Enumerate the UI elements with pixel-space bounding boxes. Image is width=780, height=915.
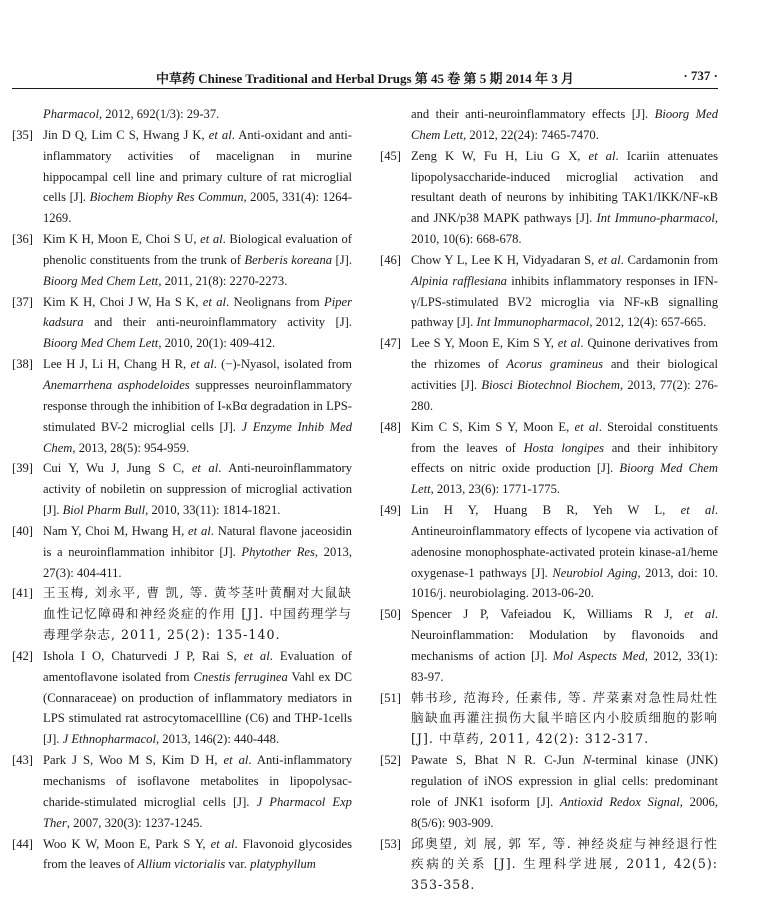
reference-number: [50]	[380, 607, 401, 622]
text-run: and their inhibitory effects on nitric oxide production [J].	[411, 440, 718, 476]
reference-number: [44]	[12, 836, 33, 851]
text-run: . Natural flavone jaceosidin is a neuroinflammation inhibitor [J].	[43, 523, 352, 559]
reference-text	[411, 750, 718, 833]
text-run: 韩书珍, 范海玲, 任素伟, 等. 芹菜素对急性局灶性脑缺血再灌注损伤大鼠半暗区内小胶质细胞的影响 [J]. 中草药, 2011, 42(2): 312-317.	[411, 689, 718, 747]
text-run: inhibits inflammatory responses in IFN-γ/LPS-stimulated BV2 microglia via NF-κB signalling pathway [J].	[411, 273, 718, 330]
reference-entry	[12, 521, 352, 584]
italic-text: et al	[588, 148, 616, 163]
reference-text	[43, 292, 352, 355]
italic-text: et al	[210, 836, 235, 851]
reference-text	[411, 250, 718, 333]
italic-text: Allium victorialis	[137, 857, 226, 872]
text-run: . Neuroinflammation: Modulation by flavonoids and mechanisms of action [J].	[411, 607, 718, 663]
reference-text	[43, 521, 352, 584]
reference-text	[43, 354, 352, 458]
reference-number: [41]	[12, 586, 33, 601]
italic-text: Cnestis ferruginea	[193, 669, 288, 684]
text-run: , 2010, 33(11): 1814-1821.	[145, 503, 281, 518]
reference-number: [42]	[12, 648, 33, 663]
italic-text: Bioorg Med Chem Lett	[411, 461, 718, 497]
text-run: var.	[225, 857, 251, 872]
reference-text	[43, 458, 352, 521]
reference-text	[43, 125, 352, 229]
text-run: . Evaluation of amentoflavone isolated from	[43, 648, 352, 684]
italic-text: Alpinia rafflesiana	[411, 273, 507, 288]
italic-text: et al	[574, 419, 599, 434]
text-run: . Flavonoid glycosides from the leaves of	[43, 836, 352, 872]
reference-number: [40]	[12, 523, 33, 538]
text-run: suppresses neuroinflammatory response through the inhibition of I-κBα degradation in LPS-stimulated BV-2 microglial cells [J].	[43, 377, 353, 434]
reference-entry	[12, 750, 352, 833]
reference-entry	[12, 583, 352, 646]
reference-number: [49]	[380, 503, 401, 518]
italic-text: J Ethnopharmacol	[62, 732, 156, 747]
running-header	[12, 68, 718, 86]
text-run: Kim K H, Choi J W, Ha S K,	[43, 294, 203, 309]
text-run: Kim K H, Moon E, Choi S U,	[43, 232, 201, 247]
text-run: , 2012, 12(4): 657-665.	[589, 315, 707, 330]
italic-text: Hosta longipes	[523, 440, 605, 455]
text-run: , 2007, 320(3): 1237-1245.	[66, 815, 203, 830]
reference-number: [47]	[380, 336, 401, 351]
reference-number: [53]	[380, 836, 401, 851]
italic-text: et al	[202, 294, 226, 309]
italic-text: Neurobiol Aging	[552, 565, 638, 580]
text-run: , 2013, 28(5): 954-959.	[72, 440, 190, 455]
reference-text	[43, 646, 352, 750]
reference-entry	[380, 688, 718, 751]
reference-text	[411, 688, 718, 751]
italic-text: N	[582, 753, 592, 768]
header-rule	[12, 88, 718, 89]
text-run: Nam Y, Choi M, Hwang H,	[43, 523, 189, 538]
text-run: , 2013, 77(2): 276-280.	[411, 377, 718, 413]
text-run: . Anti-oxidant and anti-inflammatory activities of macelignan in murine hippocampal cell line and primary culture of rat microglial cells [J].	[43, 127, 352, 205]
text-run: 王玉梅, 刘永平, 曹 凯, 等. 黄芩茎叶黄酮对大鼠缺血性记忆障碍和神经炎症的作用 [J]. 中国药理学与毒理学杂志, 2011, 25(2): 135-140.	[43, 585, 352, 643]
text-run: , 2012, 22(24): 7465-7470.	[463, 127, 599, 142]
reference-text	[411, 604, 718, 687]
text-run: Chow Y L, Lee K H, Vidyadaran S,	[411, 252, 599, 267]
text-run: , 2010, 10(6): 668-678.	[411, 211, 718, 247]
italic-text: et al	[190, 357, 214, 372]
italic-text: Berberis koreana	[244, 252, 333, 267]
italic-text: Biol Pharm Bull	[62, 503, 146, 518]
text-run: , 2011, 21(8): 2270-2273.	[158, 273, 288, 288]
right-column	[380, 104, 718, 896]
text-run: -terminal kinase (JNK) regulation of iNOS expression in glial cells: predominant role of JNK1 isoform [J].	[411, 753, 718, 809]
text-run: Ishola I O, Chaturvedi J P, Rai S,	[43, 648, 244, 663]
italic-text: Piper kadsura	[43, 294, 352, 330]
reference-entry	[380, 250, 718, 333]
text-run: Lee S Y, Moon E, Kim S Y,	[411, 336, 558, 351]
italic-text: Bioorg Med Chem Lett	[43, 336, 159, 351]
reference-number: [39]	[12, 461, 33, 476]
text-run: . Quinone derivatives from the rhizomes of	[411, 336, 718, 372]
text-run: . Neolignans from	[226, 294, 325, 309]
reference-entry	[380, 333, 718, 416]
italic-text: Bioorg Med Chem Lett	[43, 273, 159, 288]
text-run: . Anti-neuroinflammatory activity of nobiletin on suppression of microglial activation [J].	[43, 461, 352, 518]
italic-text: Int Immunopharmacol	[476, 315, 590, 330]
reference-text	[411, 500, 718, 604]
reference-number: [36]	[12, 232, 33, 247]
text-run: . Antineuroinflammatory effects of lycopene via activation of adenosine monophosphate-activated protein kinase-a1/heme oxygenase-1 pathways [J].	[411, 503, 718, 580]
reference-entry	[12, 125, 352, 229]
text-run: , 2013, 146(2): 440-448.	[155, 732, 280, 747]
italic-text: Phytother Res	[241, 544, 315, 559]
italic-text: J Pharmacol Exp Ther	[43, 794, 352, 830]
text-run: . Steroidal constituents from the leaves of	[411, 419, 718, 455]
text-run: , 2013, 27(3): 404-411.	[43, 544, 352, 580]
reference-text	[411, 146, 718, 250]
text-run: , 2006, 8(5/6): 903-909.	[411, 794, 718, 830]
reference-entry	[380, 104, 718, 146]
italic-text: J Enzyme Inhib Med Chem	[43, 419, 352, 455]
reference-entry	[380, 750, 718, 833]
text-run: Vahl ex DC (Connaraceae) on production of inflammatory mediators in LPS stimulated rat astrocytomacellline (C6) and THP-1cells [J].	[43, 669, 353, 747]
reference-entry	[380, 146, 718, 250]
reference-number: [51]	[380, 690, 401, 705]
text-run: , 2013, doi: 10. 1016/j. neurobiolaging. 2013-06-20.	[411, 565, 718, 601]
text-run: , 2012, 692(1/3): 29-37.	[98, 107, 220, 121]
reference-number: [35]	[12, 127, 33, 142]
reference-number: [37]	[12, 294, 33, 309]
text-run: . (−)-Nyasol, isolated from	[213, 357, 352, 372]
italic-text: Int Immuno-pharmacol	[596, 211, 715, 226]
italic-text: et al	[680, 503, 715, 518]
reference-number: [45]	[380, 148, 401, 163]
reference-number: [43]	[12, 753, 33, 768]
reference-entry	[12, 229, 352, 292]
italic-text: et al	[223, 753, 249, 768]
italic-text: Pharmacol	[43, 107, 99, 121]
text-run: Kim C S, Kim S Y, Moon E,	[411, 419, 575, 434]
text-run: and their anti-neuroinflammatory activity [J].	[83, 315, 352, 330]
text-run: Woo K W, Moon E, Park S Y,	[43, 836, 211, 851]
text-run: . Biological evaluation of phenolic constituents from the trunk of	[43, 232, 352, 267]
reference-entry	[380, 417, 718, 500]
reference-text	[43, 229, 352, 292]
italic-text: et al	[598, 252, 621, 267]
reference-number: [48]	[380, 419, 401, 434]
italic-text: et al	[208, 127, 232, 142]
italic-text: et al	[684, 607, 715, 622]
journal-title: 中草药 Chinese Traditional and Herbal Drugs 第 45 卷 第 5 期 2014 年 3 月	[155, 71, 575, 86]
text-run: Cui Y, Wu J, Jung S C,	[43, 461, 192, 476]
reference-entry	[12, 458, 352, 521]
reference-text	[411, 834, 718, 897]
italic-text: Acorus gramineus	[506, 357, 604, 372]
text-run: Zeng K W, Fu H, Liu G X,	[411, 148, 589, 163]
text-run: Jin D Q, Lim C S, Hwang J K,	[43, 127, 209, 142]
text-run: , 2012, 33(1): 83-97.	[411, 648, 718, 684]
reference-entry	[380, 834, 718, 897]
italic-text: et al	[188, 523, 211, 538]
reference-text	[43, 104, 352, 125]
reference-text	[43, 750, 352, 833]
page-number: · 737 ·	[683, 68, 718, 83]
reference-text	[43, 834, 352, 876]
text-run: [J].	[332, 252, 352, 267]
left-column	[12, 104, 352, 875]
italic-text: Mol Aspects Med	[552, 648, 645, 663]
text-run: , 2010, 20(1): 409-412.	[158, 336, 276, 351]
italic-text: platyphyllum	[250, 857, 316, 872]
reference-number: [46]	[380, 252, 401, 267]
text-run: and their biological activities [J].	[411, 357, 719, 392]
reference-text	[43, 583, 352, 646]
italic-text: Anemarrhena asphodeloides	[43, 377, 190, 392]
text-run: , 2013, 23(6): 1771-1775.	[430, 482, 561, 497]
reference-text	[411, 104, 718, 146]
text-run: Pawate S, Bhat N R. C-Jun	[411, 753, 583, 768]
italic-text: et al	[243, 648, 270, 663]
italic-text: et al	[200, 232, 223, 247]
reference-text	[411, 333, 718, 416]
reference-entry	[12, 354, 352, 458]
italic-text: Antioxid Redox Signal	[559, 794, 680, 809]
text-run: . Icariin attenuates lipopolysaccharide-induced microglial activation and resultant death of neurons by inhibiting TAK1/IKK/NF-κB and JNK/p38 MAPK pathways [J].	[411, 148, 718, 226]
italic-text: Biochem Biophy Res Commun	[89, 190, 244, 205]
reference-text	[411, 417, 718, 500]
italic-text: et al	[191, 461, 219, 476]
reference-entry	[12, 834, 352, 876]
reference-entry	[380, 604, 718, 687]
reference-number: [38]	[12, 357, 33, 372]
text-run: Lin H Y, Huang B R, Yeh W L,	[411, 503, 681, 518]
text-run: and their anti-neuroinflammatory effects [J].	[411, 107, 655, 121]
reference-entry	[380, 500, 718, 604]
reference-entry	[12, 292, 352, 355]
text-run: Spencer J P, Vafeiadou K, Williams R J,	[411, 607, 685, 622]
reference-entry	[12, 104, 352, 125]
italic-text: Bioorg Med Chem Lett	[411, 107, 718, 142]
text-run: Park J S, Woo M S, Kim D H,	[43, 753, 224, 768]
italic-text: Biosci Biotechnol Biochem	[481, 377, 620, 392]
text-run: , 2005, 331(4): 1264-1269.	[43, 190, 353, 226]
reference-entry	[12, 646, 352, 750]
reference-number: [52]	[380, 753, 401, 768]
text-run: 邱奥望, 刘 展, 郭 军, 等. 神经炎症与神经退行性疾病的关系 [J]. 生理科学进展, 2011, 42(5): 353-358.	[411, 835, 718, 893]
text-run: . Cardamonin from	[620, 252, 718, 267]
text-run: Lee H J, Li H, Chang H R,	[43, 357, 191, 372]
text-run: . Anti-inflammatory mechanisms of isoflavone metabolites in lipopolysac-charide-stimulated microglial cells [J].	[43, 753, 352, 809]
italic-text: et al	[557, 336, 581, 351]
